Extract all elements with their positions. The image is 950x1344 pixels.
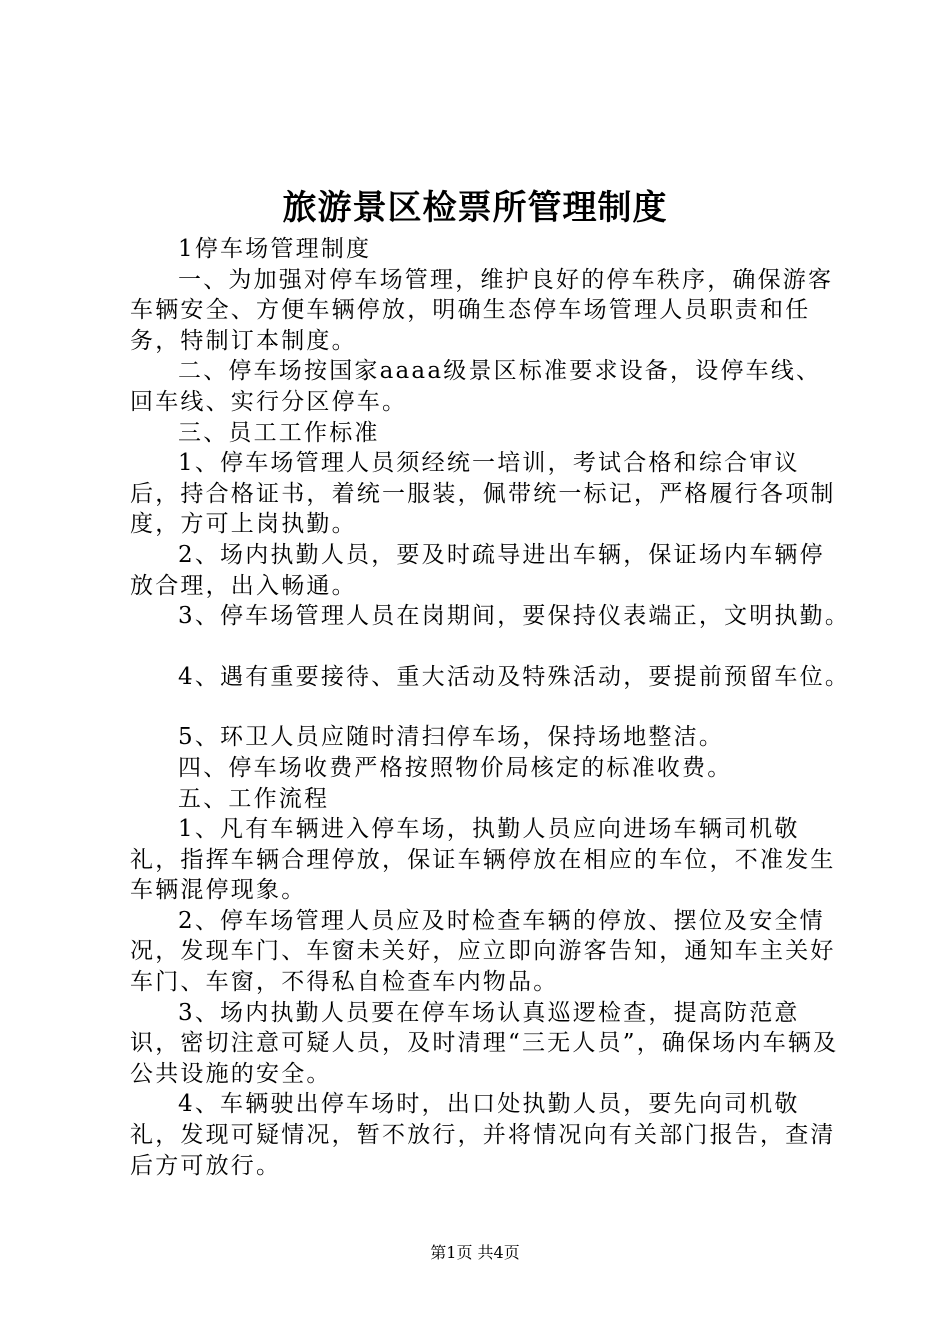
- paragraph: 3、场内执勤人员要在停车场认真巡逻检查，提高防范意识，密切注意可疑人员，及时清理“三无人员”，确保场内车辆及公共设施的安全。: [130, 999, 839, 1087]
- paragraph: 5、环卫人员应随时清扫停车场，保持场地整洁。: [178, 724, 725, 751]
- section-heading: 五、工作流程: [178, 785, 330, 812]
- paragraph: 一、为加强对停车场管理，维护良好的停车秩序，确保游客车辆安全、方便车辆停放，明确生态停车场管理人员职责和任务，特制订本制度。: [130, 266, 834, 354]
- document-body: [130, 234, 851, 1181]
- paragraph: 2、场内执勤人员，要及时疏导进出车辆，保证场内车辆停放合理，出入畅通。: [130, 541, 825, 599]
- paragraph: 四、停车场收费严格按照物价局核定的标准收费。: [178, 754, 733, 781]
- section-heading: 1停车场管理制度: [178, 236, 372, 262]
- document-title: 旅游景区检票所管理制度: [282, 188, 668, 228]
- page-footer: 第1页 共4页: [430, 1243, 520, 1262]
- paragraph: 二、停车场按国家aaaa级景区标准要求设备，设停车线、回车线、实行分区停车。: [130, 358, 822, 415]
- paragraph: 3、停车场管理人员在岗期间，要保持仪表端正，文明执勤。: [178, 603, 851, 630]
- paragraph: 2、停车场管理人员应及时检查车辆的停放、摆位及安全情况，发现车门、车窗未关好，应立即向游客告知，通知车主关好车门、车窗，不得私自检查车内物品。: [130, 907, 836, 996]
- paragraph: 1、凡有车辆进入停车场，执勤人员应向进场车辆司机敬礼，指挥车辆合理停放，保证车辆停放在相应的车位，不准发生车辆混停现象。: [130, 816, 836, 904]
- paragraph: 4、遇有重要接待、重大活动及特殊活动，要提前预留车位。: [178, 663, 851, 690]
- paragraph: 4、车辆驶出停车场时，出口处执勤人员，要先向司机敬礼，发现可疑情况，暂不放行，并将情况向有关部门报告，查清后方可放行。: [130, 1091, 836, 1179]
- paragraph: 1、停车场管理人员须经统一培训，考试合格和综合审议后，持合格证书，着统一服装，佩带统一标记，严格履行各项制度，方可上岗执勤。: [130, 450, 836, 538]
- section-heading: 三、员工工作标准: [178, 419, 380, 446]
